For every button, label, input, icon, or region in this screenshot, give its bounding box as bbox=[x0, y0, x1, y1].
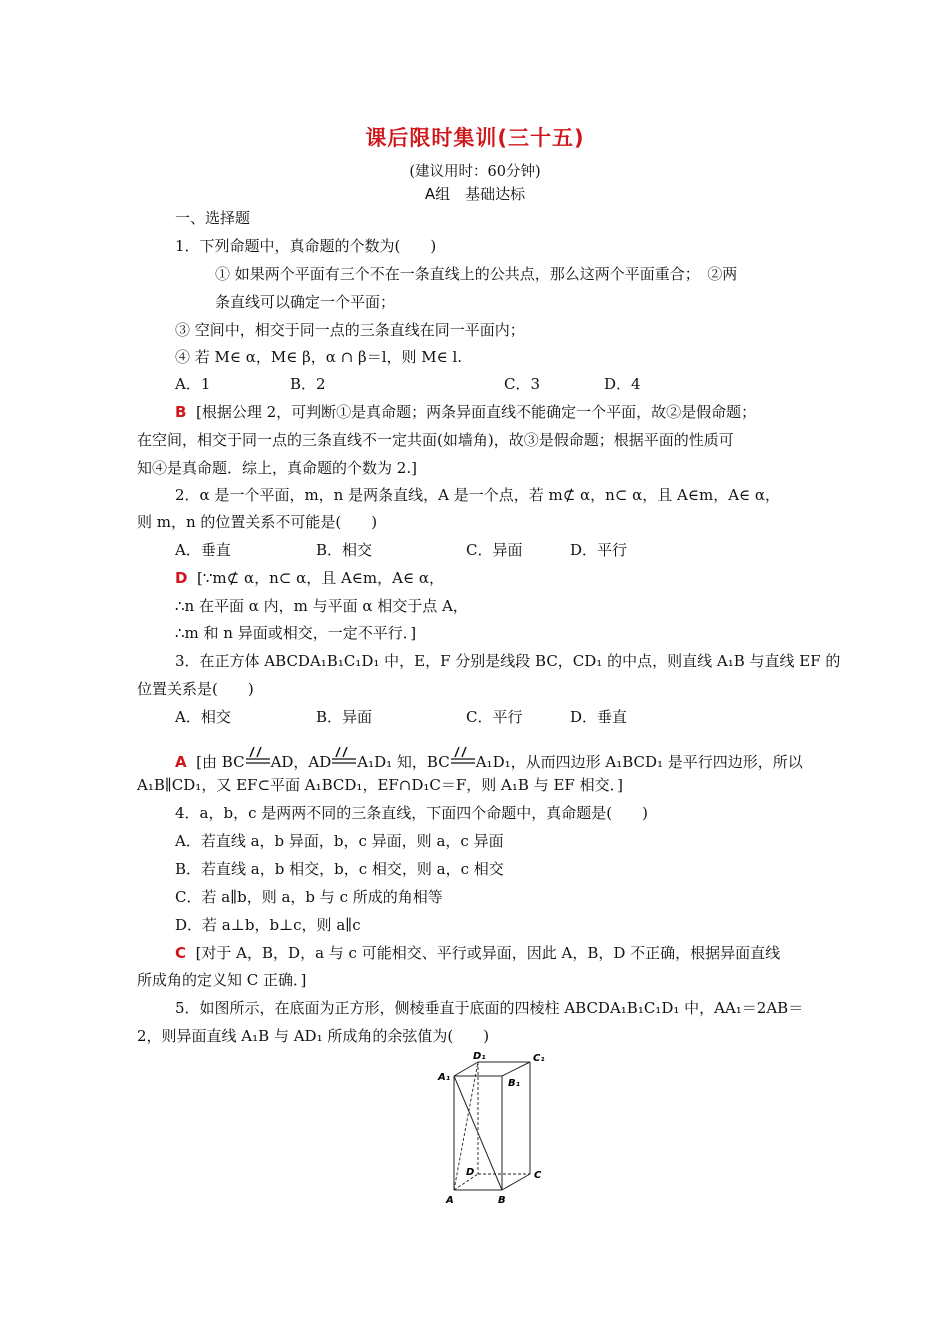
q2-explanation-3: ∴m 和 n 异面或相交，一定不平行．] bbox=[175, 624, 417, 642]
q1-option-a: A．1 bbox=[175, 375, 211, 393]
q4-option-d: D．若 a⊥b，b⊥c，则 a∥c bbox=[175, 916, 361, 934]
q3-explanation-text-1b: AD，AD bbox=[270, 753, 332, 771]
q1-option-b: B．2 bbox=[290, 375, 326, 393]
label-b: B bbox=[498, 1195, 506, 1206]
q2-option-b: B．相交 bbox=[316, 541, 373, 559]
q2-stem-2: 则 m，n 的位置关系不可能是( ) bbox=[137, 513, 378, 531]
q4-stem: 4．a，b，c 是两两不同的三条直线，下面四个命题中，真命题是( ) bbox=[175, 804, 648, 822]
label-a: A bbox=[446, 1195, 454, 1206]
q1-stem: 1．下列命题中，真命题的个数为( ) bbox=[175, 237, 437, 255]
q3-explanation-1 bbox=[175, 747, 803, 772]
section-heading: 一、选择题 bbox=[175, 209, 251, 227]
q4-option-c: C．若 a∥b，则 a，b 与 c 所成的角相等 bbox=[175, 888, 443, 906]
q3-explanation-text-1a: [由 BC bbox=[196, 753, 245, 771]
q1-statement-1: ① 如果两个平面有三个不在一条直线上的公共点，那么这两个平面重合； ②两 bbox=[215, 265, 738, 283]
q1-explanation-1 bbox=[175, 402, 756, 422]
label-a1: A₁ bbox=[438, 1072, 451, 1083]
q4-option-a: A．若直线 a，b 异面，b，c 异面，则 a，c 异面 bbox=[175, 832, 504, 850]
parallel-equal-symbol bbox=[245, 747, 271, 772]
q2-option-a: A．垂直 bbox=[175, 541, 231, 559]
q2-option-d: D．平行 bbox=[570, 541, 628, 559]
q2-stem-1: 2．α 是一个平面，m，n 是两条直线，A 是一个点，若 m⊄ α，n⊂ α，且 A∈m，A∈ α， bbox=[175, 486, 781, 504]
suggested-time: (建议用时：60分钟) bbox=[409, 164, 541, 180]
q2-explanation-2: ∴n 在平面 α 内，m 与平面 α 相交于点 A， bbox=[175, 597, 468, 615]
q5-stem-2: 2，则异面直线 A₁B 与 AD₁ 所成角的余弦值为( ) bbox=[137, 1027, 490, 1045]
q3-stem-1: 3．在正方体 ABCDA₁B₁C₁D₁ 中，E，F 分别是线段 BC，CD₁ 的中点，则直线 A₁B 与直线 EF 的 bbox=[175, 652, 841, 670]
q1-option-d: D．4 bbox=[604, 375, 641, 393]
q5-stem-1: 5．如图所示，在底面为正方形，侧棱垂直于底面的四棱柱 ABCDA₁B₁C₁D₁ 中，AA₁＝2AB＝ bbox=[175, 999, 804, 1017]
q3-explanation-2: A₁B∥CD₁，又 EF⊂平面 A₁BCD₁，EF∩D₁C＝F，则 A₁B 与 EF 相交．] bbox=[137, 776, 623, 794]
label-d: D bbox=[466, 1167, 475, 1178]
q1-statement-4: ④ 若 M∈ α，M∈ β，α ∩ β＝l，则 M∈ l. bbox=[175, 348, 463, 366]
q1-answer: B bbox=[175, 403, 187, 421]
q3-stem-2: 位置关系是( ) bbox=[137, 680, 254, 698]
q4-explanation-text-1: [对于 A，B，D，a 与 c 可能相交、平行或异面，因此 A，B，D 不正确，根据异面直线 bbox=[195, 944, 781, 962]
parallel-equal-symbol bbox=[450, 747, 476, 772]
q3-option-a: A．相交 bbox=[175, 708, 231, 726]
label-d1: D₁ bbox=[473, 1051, 486, 1062]
parallel-equal-symbol bbox=[331, 747, 357, 772]
q1-explanation-2: 在空间，相交于同一点的三条直线不一定共面(如墙角)，故③是假命题；根据平面的性质可 bbox=[137, 431, 734, 449]
q4-option-b: B．若直线 a，b 相交，b，c 相交，则 a，c 相交 bbox=[175, 860, 504, 878]
label-c1: C₁ bbox=[533, 1053, 545, 1064]
q1-statement-2: 条直线可以确定一个平面； bbox=[215, 293, 396, 311]
q4-explanation-2: 所成角的定义知 C 正确．] bbox=[137, 971, 307, 989]
q3-option-d: D．垂直 bbox=[570, 708, 628, 726]
q3-option-b: B．异面 bbox=[316, 708, 373, 726]
q3-explanation-text-1c: A₁D₁ 知，BC bbox=[357, 753, 450, 771]
q2-explanation-text-1: [∵m⊄ α，n⊂ α，且 A∈m，A∈ α， bbox=[197, 569, 444, 587]
q1-explanation-3: 知④是真命题．综上，真命题的个数为 2.] bbox=[137, 459, 417, 477]
label-b1: B₁ bbox=[508, 1078, 521, 1089]
q2-option-c: C．异面 bbox=[466, 541, 523, 559]
q2-answer: D bbox=[175, 569, 188, 587]
label-c: C bbox=[534, 1170, 542, 1181]
q4-explanation-1 bbox=[175, 943, 780, 963]
q1-statement-3: ③ 空间中，相交于同一点的三条直线在同一平面内； bbox=[175, 321, 525, 339]
q3-option-c: C．平行 bbox=[466, 708, 523, 726]
prism-figure bbox=[432, 1050, 554, 1208]
q2-explanation-1 bbox=[175, 568, 444, 588]
group-heading: A组 基础达标 bbox=[424, 185, 526, 203]
q1-option-c: C．3 bbox=[504, 375, 541, 393]
q3-explanation-text-1d: A₁D₁，从而四边形 A₁BCD₁ 是平行四边形，所以 bbox=[475, 753, 803, 771]
page-title: 课后限时集训(三十五) bbox=[365, 126, 585, 150]
q3-answer: A bbox=[175, 753, 187, 771]
q4-answer: C bbox=[175, 944, 187, 962]
q1-explanation-text-1: [根据公理 2，可判断①是真命题；两条异面直线不能确定一个平面，故②是假命题； bbox=[195, 403, 757, 421]
